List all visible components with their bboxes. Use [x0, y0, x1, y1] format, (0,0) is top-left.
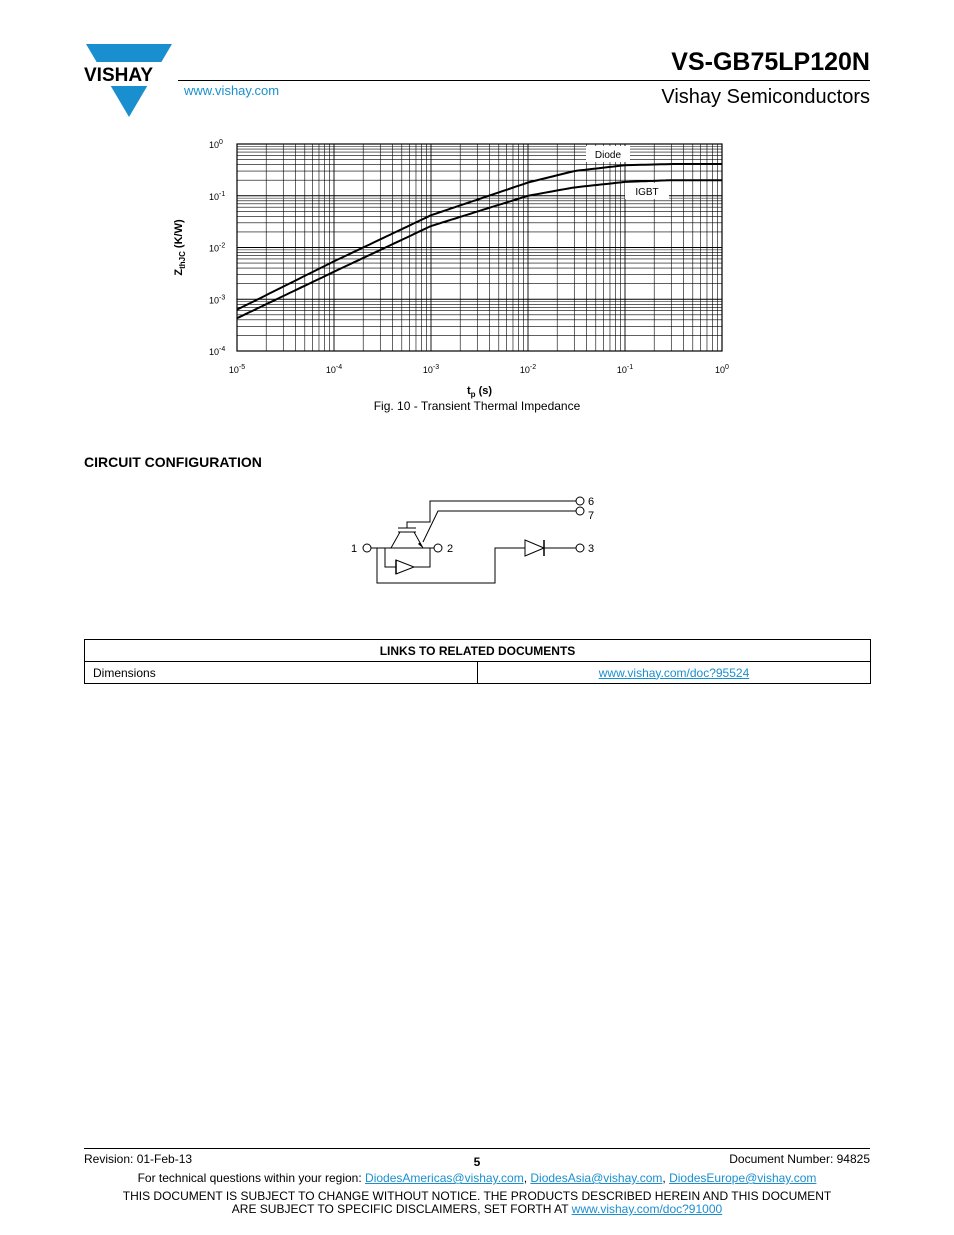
separator: , — [523, 1171, 531, 1185]
logo-text: VISHAY — [84, 65, 153, 86]
email-europe-link[interactable]: DiodesEurope@vishay.com — [669, 1171, 817, 1185]
terminal-2-node — [434, 544, 442, 552]
x-axis-label: $t_p$ (s) — [466, 385, 493, 399]
y-axis-label: $Z_{thJC}$ (K/W) — [173, 219, 187, 276]
terminal-3-node — [576, 544, 584, 552]
document-number: Document Number: 94825 — [729, 1152, 870, 1166]
y-tick-label: $10^{-2}$ — [209, 242, 226, 254]
terminal-2-label: 2 — [447, 543, 454, 555]
antiparallel-diode — [396, 560, 414, 574]
email-asia-link[interactable]: DiodesAsia@vishay.com — [530, 1171, 663, 1185]
disclaimer-line-1: THIS DOCUMENT IS SUBJECT TO CHANGE WITHOUT NOTICE. THE PRODUCTS DESCRIBED HEREIN AND THIS DOCUMENT — [122, 1189, 832, 1203]
dimensions-link-cell — [478, 662, 871, 684]
terminal-3-label: 3 — [588, 543, 595, 555]
disclaimer-link[interactable]: www.vishay.com/doc?91000 — [571, 1202, 723, 1216]
circuit-diagram — [340, 490, 610, 590]
separator: , — [662, 1171, 670, 1185]
series-label-igbt: IGBT — [635, 187, 659, 198]
y-tick-label: $10^{-3}$ — [209, 294, 226, 306]
series-labels — [586, 146, 669, 199]
sense-wire — [423, 511, 576, 542]
website-link[interactable]: www.vishay.com — [184, 83, 280, 98]
tech-contact-line — [0, 1171, 954, 1185]
figure-caption: Fig. 10 - Transient Thermal Impedance — [373, 399, 581, 413]
x-tick-label: $10^{-1}$ — [616, 364, 634, 375]
table-header: LINKS TO RELATED DOCUMENTS — [85, 640, 871, 662]
terminal-7-node — [576, 507, 584, 515]
terminal-1-label: 1 — [351, 543, 358, 555]
disclaimer-line-2 — [0, 1202, 954, 1216]
revision-text: Revision: 01-Feb-13 — [84, 1152, 193, 1166]
y-tick-label: $10^{-4}$ — [209, 346, 226, 357]
x-tick-label: $10^{-3}$ — [422, 364, 440, 375]
email-americas-link[interactable]: DiodesAmericas@vishay.com — [365, 1171, 524, 1185]
terminal-6-node — [576, 497, 584, 505]
circuit-section-title: CIRCUIT CONFIGURATION — [84, 454, 262, 470]
series-label-diode: Diode — [594, 150, 622, 161]
page-number: 5 — [473, 1155, 481, 1169]
terminal-1-node — [363, 544, 371, 552]
x-tick-label: $10^{-5}$ — [228, 364, 246, 375]
x-tick-label: $10^{-2}$ — [519, 364, 537, 375]
terminal-7-label: 7 — [588, 510, 595, 522]
disclaimer-prefix: ARE SUBJECT TO SPECIFIC DISCLAIMERS, SET FORTH AT — [231, 1202, 572, 1216]
gate-wire — [407, 501, 576, 528]
table-row — [85, 662, 871, 684]
dimensions-link[interactable]: www.vishay.com/doc?95524 — [598, 665, 750, 680]
vishay-logo — [82, 43, 176, 119]
y-tick-label: $10^0$ — [209, 139, 223, 150]
x-tick-label: $10^0$ — [715, 364, 729, 375]
igbt-collector-leg — [391, 532, 400, 548]
y-tick-label: $10^{-1}$ — [209, 190, 226, 202]
chart-grid — [237, 144, 722, 351]
tick-labels — [209, 139, 729, 375]
terminal-6-label: 6 — [588, 496, 595, 508]
company-subtitle: Vishay Semiconductors — [661, 86, 870, 108]
related-documents-table — [84, 639, 871, 684]
header-divider — [178, 80, 870, 81]
x-tick-label: $10^{-4}$ — [325, 364, 343, 375]
series-diode — [525, 540, 544, 556]
dimensions-label: Dimensions — [85, 662, 478, 684]
transient-thermal-impedance-chart — [160, 130, 750, 400]
part-number-title: VS-GB75LP120N — [671, 48, 870, 76]
footer-divider — [84, 1148, 870, 1149]
tech-prefix: For technical questions within your region: — [137, 1171, 366, 1185]
